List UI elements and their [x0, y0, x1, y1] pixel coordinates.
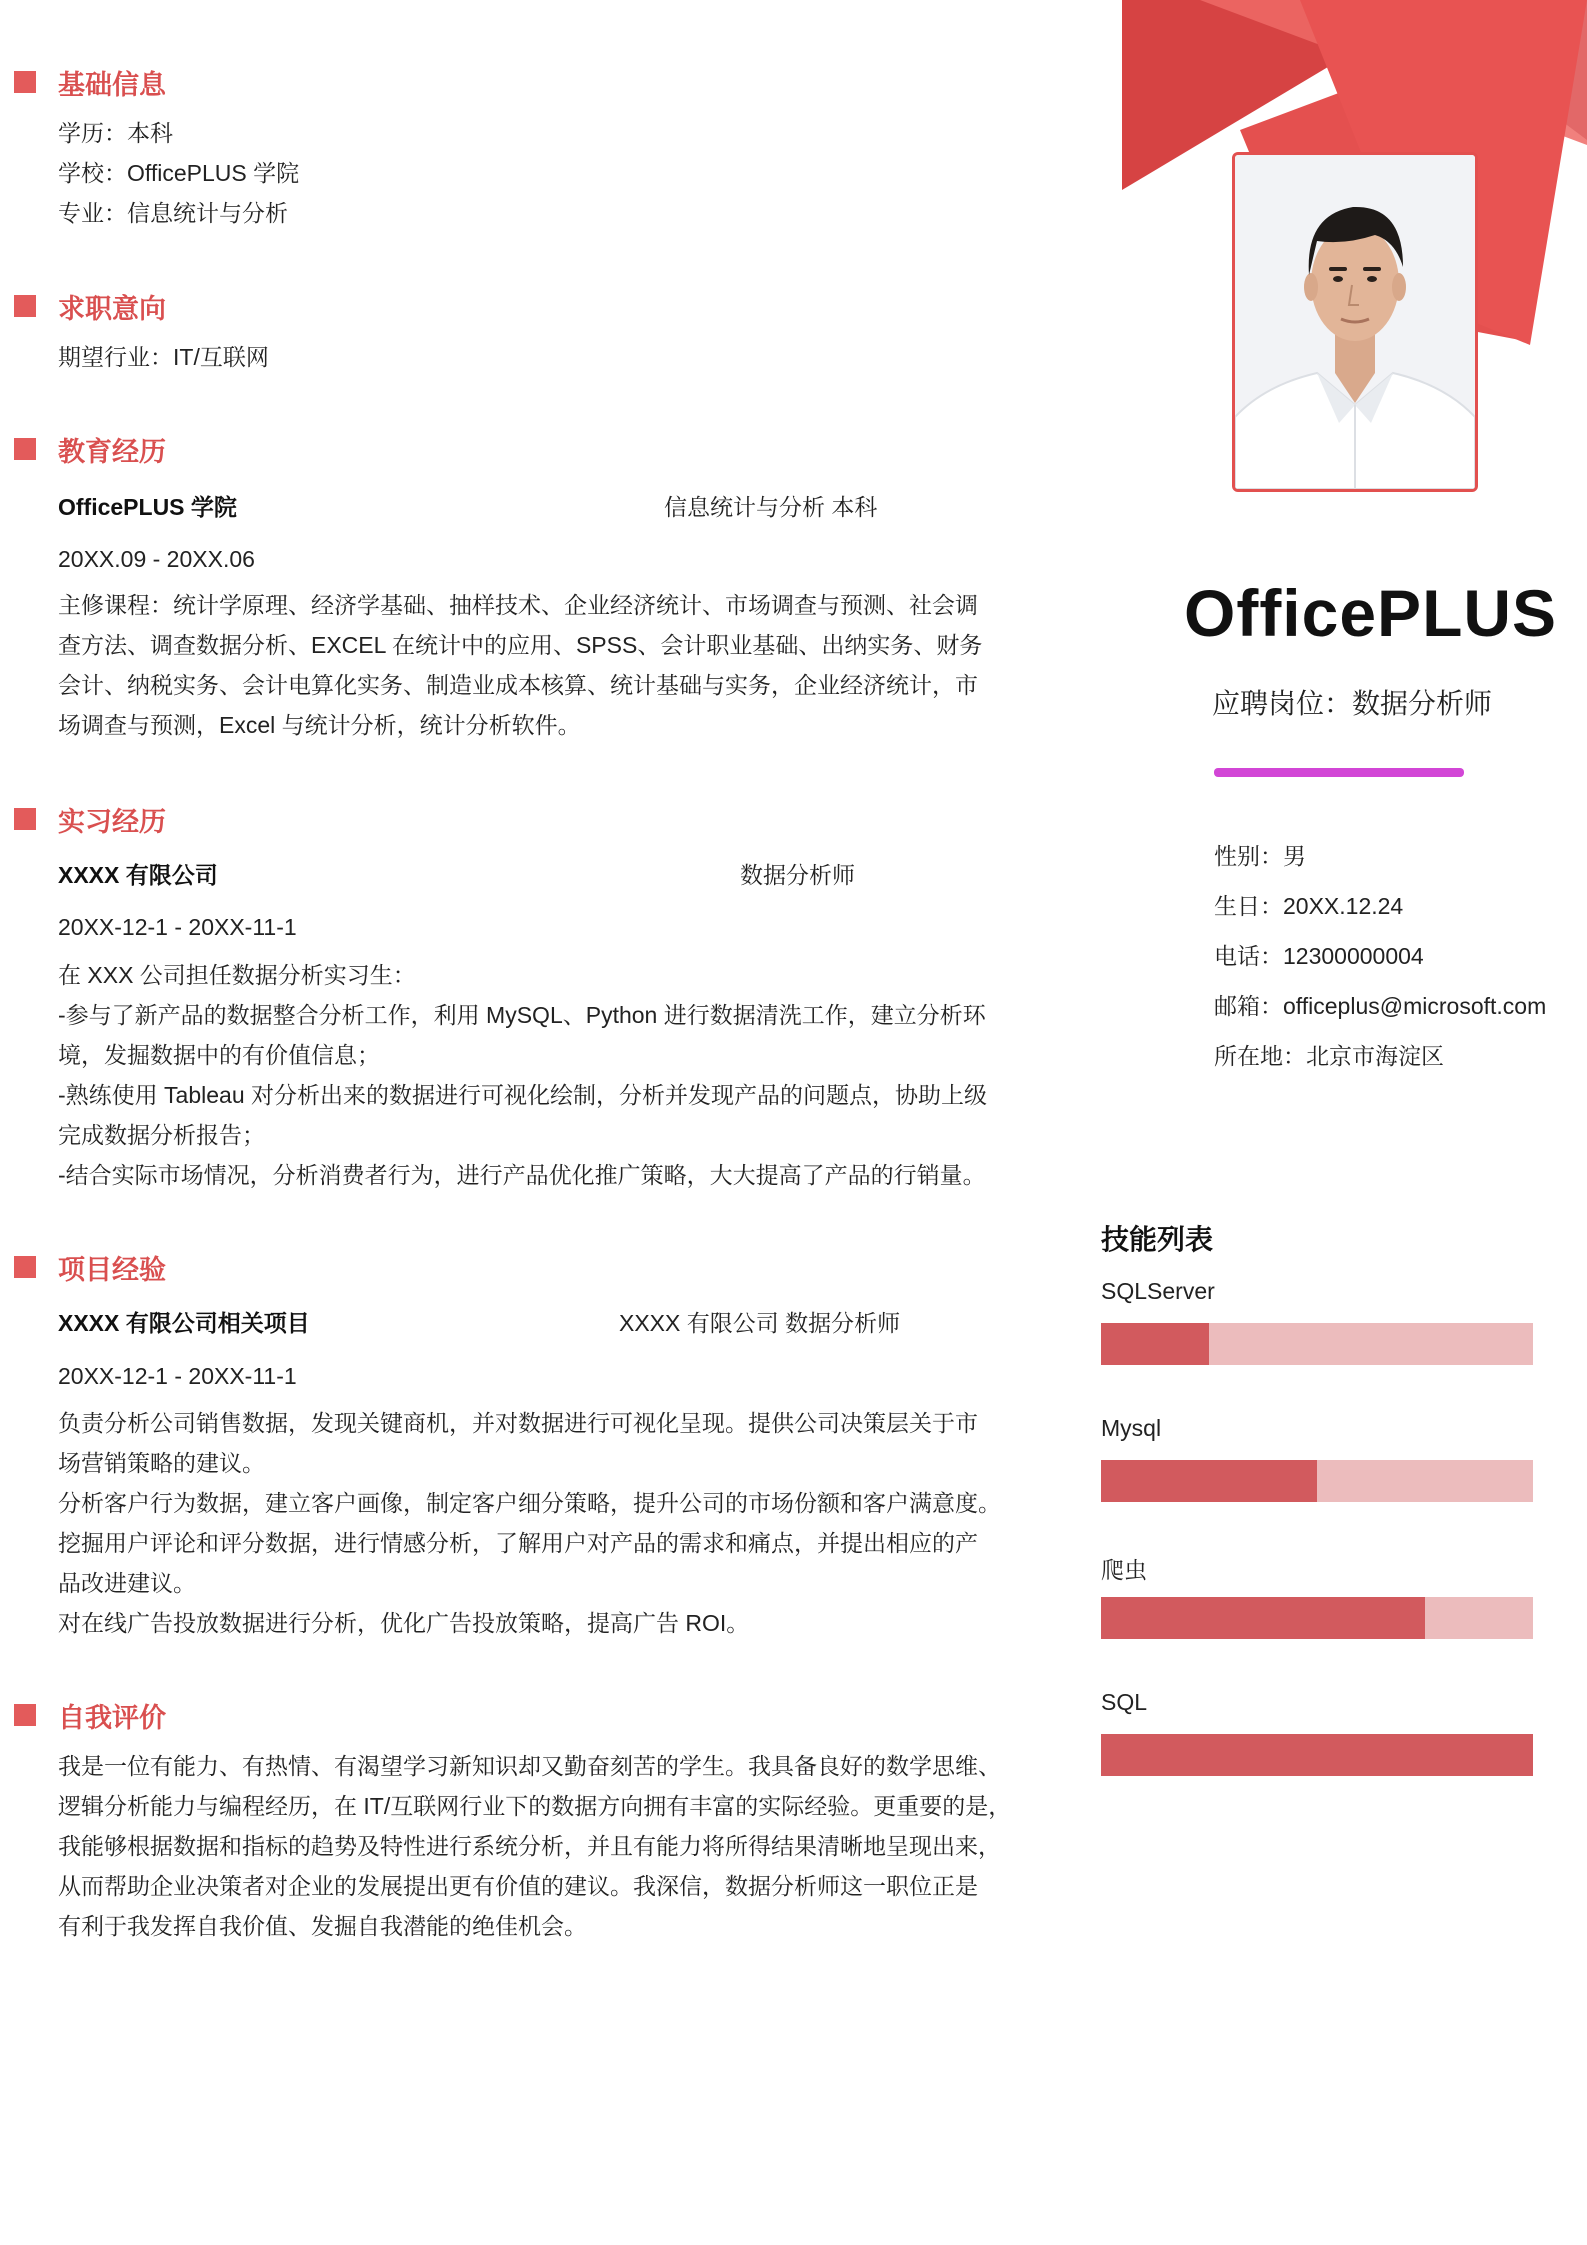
section-title: 自我评价	[58, 1702, 166, 1733]
project-name: XXXX 有限公司相关项目	[58, 1310, 310, 1336]
education-period: 20XX.09 - 20XX.06	[58, 546, 255, 572]
text-line: 完成数据分析报告；	[58, 1122, 265, 1148]
section-marker	[14, 295, 36, 317]
profile-photo	[1232, 152, 1478, 492]
intent-line: 期望行业：IT/互联网	[58, 344, 269, 370]
text-line: 查方法、调查数据分析、EXCEL 在统计中的应用、SPSS、会计职业基础、出纳实务、财务	[58, 632, 983, 658]
info-location: 所在地：北京市海淀区	[1214, 1043, 1444, 1069]
text-line: 会计、纳税实务、会计电算化实务、制造业成本核算、统计基础与实务，企业经济统计，市	[58, 672, 978, 698]
section-title: 教育经历	[58, 436, 166, 467]
section-marker	[14, 71, 36, 93]
section-marker	[14, 1256, 36, 1278]
basic-line: 学校：OfficePLUS 学院	[58, 160, 300, 186]
internship-period: 20XX-12-1 - 20XX-11-1	[58, 914, 297, 940]
section-self-evaluation	[14, 1695, 166, 1735]
skill-bar-track	[1101, 1460, 1533, 1502]
applied-position: 应聘岗位：数据分析师	[1212, 688, 1493, 719]
self-description	[58, 1746, 1048, 1946]
text-line: -结合实际市场情况，分析消费者行为，进行产品优化推广策略，大大提高了产品的行销量。	[58, 1162, 986, 1188]
section-project	[14, 1247, 166, 1287]
section-marker	[14, 808, 36, 830]
basic-line: 专业：信息统计与分析	[58, 200, 288, 226]
project-description	[58, 1403, 1048, 1643]
text-line: -参与了新产品的数据整合分析工作，利用 MySQL、Python 进行数据清洗工作，建立分析环	[58, 1002, 986, 1028]
info-phone: 电话：12300000004	[1214, 943, 1424, 969]
section-job-intent	[14, 286, 166, 326]
skill-bar-fill	[1101, 1597, 1425, 1639]
candidate-name: OfficePLUS	[1184, 576, 1558, 650]
section-marker	[14, 438, 36, 460]
text-line: 场调查与预测，Excel 与统计分析，统计分析软件。	[58, 712, 581, 738]
text-line: 主修课程：统计学原理、经济学基础、抽样技术、企业经济统计、市场调查与预测、社会调	[58, 592, 978, 618]
text-line: 挖掘用户评论和评分数据，进行情感分析，了解用户对产品的需求和痛点，并提出相应的产	[58, 1530, 978, 1556]
education-description	[58, 585, 1048, 745]
text-line: 我是一位有能力、有热情、有渴望学习新知识却又勤奋刻苦的学生。我具备良好的数学思维、	[58, 1753, 1001, 1779]
skill-bar-fill	[1101, 1734, 1533, 1776]
education-major: 信息统计与分析 本科	[664, 494, 878, 520]
skill-bar-track	[1101, 1323, 1533, 1365]
skill-name: SQLServer	[1101, 1278, 1215, 1304]
education-school: OfficePLUS 学院	[58, 494, 237, 520]
text-line: -熟练使用 Tableau 对分析出来的数据进行可视化绘制，分析并发现产品的问题点，协助上级	[58, 1082, 988, 1108]
internship-role: 数据分析师	[740, 862, 855, 888]
text-line: 对在线广告投放数据进行分析，优化广告投放策略，提高广告 ROI。	[58, 1610, 750, 1636]
section-title: 基础信息	[58, 69, 166, 100]
project-period: 20XX-12-1 - 20XX-11-1	[58, 1363, 297, 1389]
section-internship	[14, 799, 166, 839]
basic-line: 学历：本科	[58, 120, 173, 146]
text-line: 场营销策略的建议。	[58, 1450, 265, 1476]
text-line: 从而帮助企业决策者对企业的发展提出更有价值的建议。我深信，数据分析师这一职位正是	[58, 1873, 978, 1899]
skill-bar-track	[1101, 1734, 1533, 1776]
divider-bar	[1214, 768, 1464, 777]
skill-bar-fill	[1101, 1323, 1209, 1365]
info-email: 邮箱：officeplus@microsoft.com	[1214, 993, 1547, 1019]
skill-name: Mysql	[1101, 1415, 1162, 1441]
text-line: 分析客户行为数据，建立客户画像，制定客户细分策略，提升公司的市场份额和客户满意度。	[58, 1490, 1001, 1516]
text-line: 境，发掘数据中的有价值信息；	[58, 1042, 380, 1068]
section-education	[14, 429, 166, 469]
skill-name: SQL	[1101, 1689, 1148, 1715]
skill-bar-fill	[1101, 1460, 1317, 1502]
section-title: 项目经验	[58, 1254, 166, 1285]
internship-description	[58, 955, 1048, 1195]
text-line: 我能够根据数据和指标的趋势及特性进行系统分析，并且有能力将所得结果清晰地呈现出来，	[58, 1833, 1001, 1859]
info-birthday: 生日：20XX.12.24	[1214, 893, 1404, 919]
section-marker	[14, 1704, 36, 1726]
info-gender: 性别：男	[1214, 843, 1306, 869]
skill-name: 爬虫	[1101, 1557, 1147, 1583]
internship-company: XXXX 有限公司	[58, 862, 218, 888]
text-line: 在 XXX 公司担任数据分析实习生：	[58, 962, 416, 988]
skills-title: 技能列表	[1101, 1224, 1214, 1255]
text-line: 逻辑分析能力与编程经历，在 IT/互联网行业下的数据方向拥有丰富的实际经验。更重要的是，	[58, 1793, 1012, 1819]
section-title: 求职意向	[58, 293, 166, 324]
person-avatar-icon	[1235, 155, 1475, 489]
skill-bar-track	[1101, 1597, 1533, 1639]
text-line: 负责分析公司销售数据，发现关键商机，并对数据进行可视化呈现。提供公司决策层关于市	[58, 1410, 978, 1436]
project-org-role: XXXX 有限公司 数据分析师	[619, 1310, 901, 1336]
text-line: 品改进建议。	[58, 1570, 196, 1596]
text-line: 有利于我发挥自我价值、发掘自我潜能的绝佳机会。	[58, 1913, 587, 1939]
section-basic-info	[14, 62, 166, 102]
section-title: 实习经历	[58, 806, 166, 837]
